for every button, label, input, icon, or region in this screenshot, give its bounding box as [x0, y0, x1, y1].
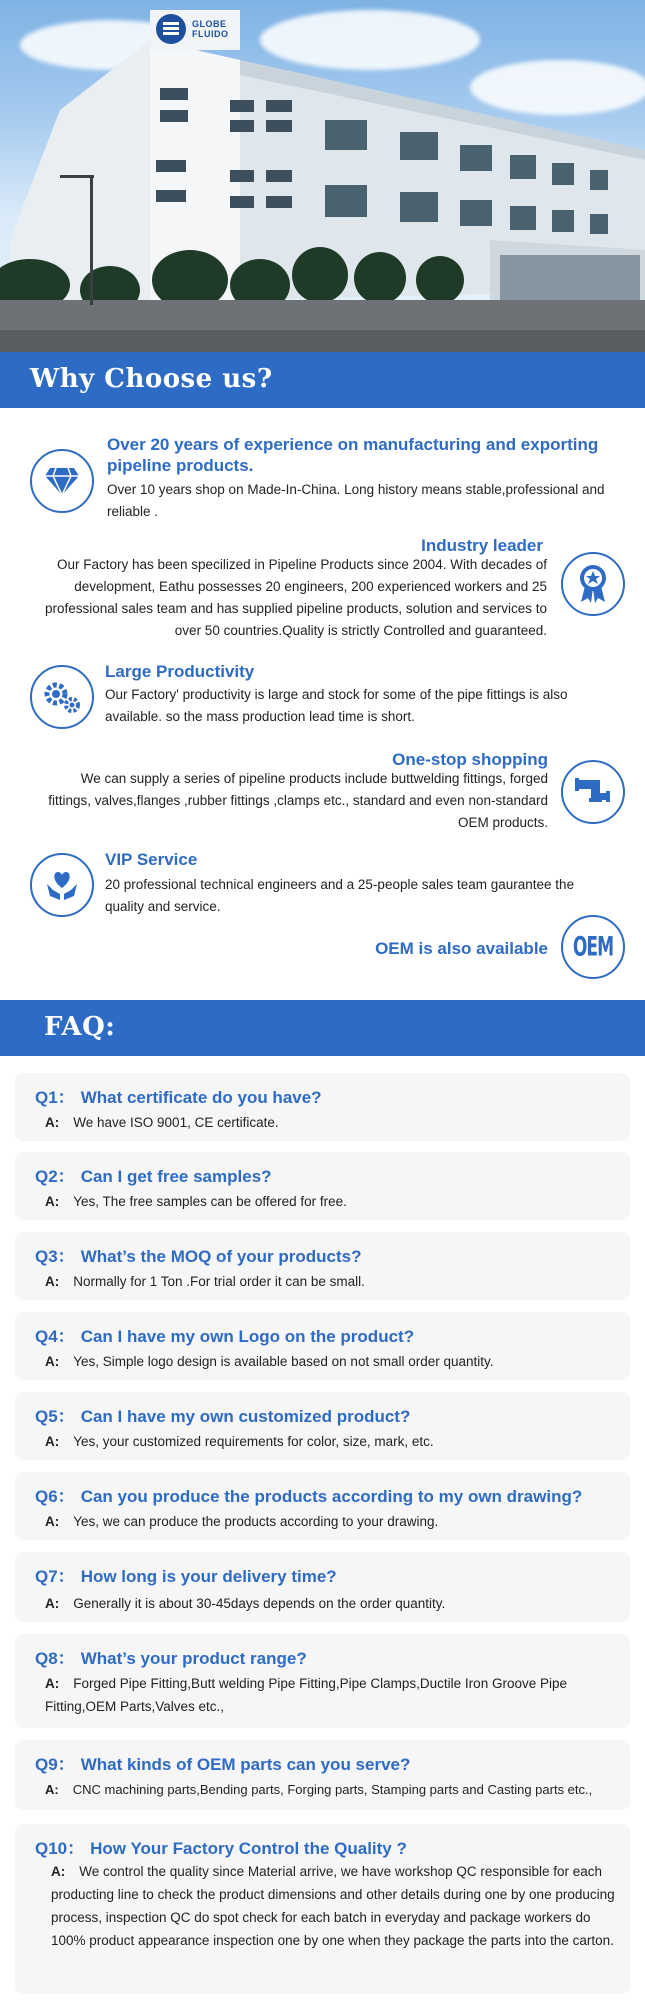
- faq-item-7: [15, 1552, 630, 1622]
- faq-item-8: [15, 1634, 630, 1728]
- faq-q9-number: Q9：: [35, 1755, 75, 1774]
- feature-title-industry-leader: Industry leader: [421, 536, 543, 555]
- feature-desc-experience: Over 10 years shop on Made-In-China. Long history means stable,professional and reliable .: [107, 482, 605, 519]
- faq-a3-label: A:: [45, 1274, 60, 1289]
- faq-q6-number: Q6：: [35, 1487, 75, 1506]
- feature-desc-productivity: Our Factory' productivity is large and stock for some of the pipe fittings is also available. so the mass production lead time is short.: [105, 687, 568, 724]
- faq-q1-number: Q1：: [35, 1088, 75, 1107]
- faq-q2-number: Q2：: [35, 1167, 75, 1186]
- faq-a8-answer: Forged Pipe Fitting,Butt welding Pipe Fitting,Pipe Clamps,Ductile Iron Groove Pipe Fitting,OEM Parts,Valves etc.,: [45, 1676, 567, 1714]
- faq-q5-question: Can I have my own customized product?: [80, 1407, 411, 1426]
- hero-factory-image: [0, 0, 645, 352]
- faq-q8-question: What’s your product range?: [80, 1649, 307, 1668]
- faq-q10-question: How Your Factory Control the Quality ?: [90, 1839, 407, 1858]
- feature-desc-vip-service: 20 professional technical engineers and a 25-people sales team gaurantee the quality and service.: [105, 877, 575, 914]
- pipe-icon: [561, 760, 625, 824]
- award-ribbon-icon: [561, 552, 625, 616]
- faq-a10-answer: We control the quality since Material arrive, we have workshop QC responsible for each producting line to check the product dimensions and other details during one by one producing process, inspection QC do spot check for each batch in everyday and package workers do 100% product appearance inspection one by one when they package the parts into the carton.: [51, 1864, 615, 1948]
- logo-line-2: FLUIDO: [192, 29, 229, 39]
- diamond-icon: [30, 449, 94, 513]
- faq-title: FAQ:: [44, 1012, 116, 1042]
- faq-a4-label: A:: [45, 1354, 60, 1369]
- faq-item-5: [15, 1392, 630, 1460]
- globe-logo-icon: [156, 14, 186, 44]
- oem-icon-text: OEM: [572, 931, 614, 963]
- faq-q4-number: Q4：: [35, 1327, 75, 1346]
- faq-q7-number: Q7：: [35, 1567, 75, 1586]
- faq-item-3: [15, 1232, 630, 1300]
- faq-q2-question: Can I get free samples?: [80, 1167, 272, 1186]
- faq-a7-answer: Generally it is about 30-45days depends on the order quantity.: [73, 1596, 446, 1611]
- faq-q10-number: Q10：: [35, 1839, 85, 1858]
- faq-q7-question: How long is your delivery time?: [80, 1567, 337, 1586]
- why-choose-banner: [0, 352, 645, 408]
- faq-q8-number: Q8：: [35, 1649, 75, 1668]
- faq-q3-number: Q3：: [35, 1247, 75, 1266]
- faq-item-9: [15, 1740, 630, 1810]
- faq-q1-question: What certificate do you have?: [80, 1088, 322, 1107]
- feature-title-experience: Over 20 years of experience on manufacturing and exporting pipeline products.: [107, 435, 599, 475]
- faq-item-1: [15, 1073, 630, 1141]
- heart-hands-icon: [30, 853, 94, 917]
- faq-a1-answer: We have ISO 9001, CE certificate.: [73, 1115, 279, 1130]
- faq-q4-question: Can I have my own Logo on the product?: [80, 1327, 415, 1346]
- faq-a1-label: A:: [45, 1115, 60, 1130]
- faq-a6-answer: Yes, we can produce the products according to your drawing.: [73, 1514, 439, 1529]
- faq-a2-answer: Yes, The free samples can be offered for free.: [73, 1194, 347, 1209]
- faq-a2-label: A:: [45, 1194, 60, 1209]
- feature-desc-one-stop: We can supply a series of pipeline products include buttwelding fittings, forged fittings, valves,flanges ,rubber fittings ,clamps etc., standard and even non-standard OEM products.: [48, 771, 548, 830]
- faq-q3-question: What’s the MOQ of your products?: [80, 1247, 362, 1266]
- feature-title-productivity: Large Productivity: [105, 662, 255, 681]
- gears-icon: [30, 665, 94, 729]
- faq-a5-label: A:: [45, 1434, 60, 1449]
- factory-building-illustration: [0, 0, 645, 352]
- faq-q9-question: What kinds of OEM parts can you serve?: [80, 1755, 411, 1774]
- faq-item-4: [15, 1312, 630, 1380]
- faq-a3-answer: Normally for 1 Ton .For trial order it can be small.: [73, 1274, 365, 1289]
- faq-a5-answer: Yes, your customized requirements for color, size, mark, etc.: [73, 1434, 434, 1449]
- why-choose-title: Why Choose us?: [30, 364, 273, 394]
- faq-a8-label: A:: [45, 1676, 60, 1691]
- faq-item-10: [15, 1824, 630, 1994]
- faq-banner: [0, 1000, 645, 1056]
- faq-item-2: [15, 1152, 630, 1220]
- faq-a7-label: A:: [45, 1596, 60, 1611]
- feature-title-one-stop: One-stop shopping: [392, 750, 548, 769]
- logo-line-1: GLOBE: [192, 19, 227, 29]
- faq-a10-label: A:: [51, 1864, 66, 1879]
- faq-q5-number: Q5：: [35, 1407, 75, 1426]
- feature-desc-industry-leader: Our Factory has been specilized in Pipeline Products since 2004. With decades of development, Eathu possesses 20 engineers, 200 experienced workers and 25 professional sales team and has supplied pipeline products, solution and services to over 50 countries.Quality is strictly Controlled and guaranteed.: [44, 557, 547, 638]
- faq-a9-label: A:: [45, 1782, 59, 1797]
- faq-a9-answer: CNC machining parts,Bending parts, Forging parts, Stamping parts and Casting parts etc.,: [72, 1782, 593, 1797]
- oem-icon: [561, 915, 625, 979]
- faq-item-6: [15, 1472, 630, 1540]
- faq-a4-answer: Yes, Simple logo design is available based on not small order quantity.: [73, 1354, 494, 1369]
- faq-q6-question: Can you produce the products according to my own drawing?: [80, 1487, 583, 1506]
- company-logo: [156, 14, 229, 44]
- feature-title-oem: OEM is also available: [375, 939, 548, 958]
- feature-title-vip-service: VIP Service: [105, 850, 198, 869]
- faq-a6-label: A:: [45, 1514, 60, 1529]
